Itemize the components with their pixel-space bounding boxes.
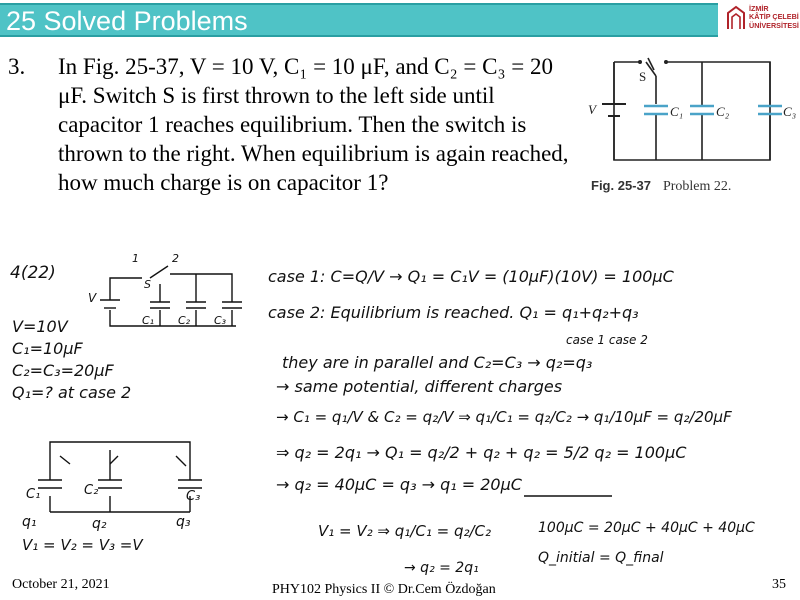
hw-bottom-c3: C₃ xyxy=(186,489,201,504)
figure-caption xyxy=(591,177,731,195)
hw-bottom-c1: C₁ xyxy=(26,487,41,502)
hw-bottom-q3: q₃ xyxy=(176,514,191,530)
hw-switch-s: S xyxy=(144,278,151,291)
hw-final: Q_initial = Q_final xyxy=(538,550,664,566)
hw-bottom-q1: q₁ xyxy=(22,514,37,530)
cap-label-c3: C₃ xyxy=(783,104,796,119)
hw-same-potential: → same potential, different charges xyxy=(276,377,563,396)
switch-label: S xyxy=(639,69,647,84)
cap-label-c1: C₁ xyxy=(670,104,684,119)
hw-given-c1: C₁=10μF xyxy=(12,339,83,358)
hw-switch-pos-1: 1 xyxy=(132,252,139,265)
hw-bottom-voltages: V₁ = V₂ = V₃ =V xyxy=(22,536,143,554)
hw-solve: ⇒ q₂ = 2q₁ → Q₁ = q₂/2 + q₂ + q₂ = 5/2 q₂ = 100μC xyxy=(276,443,687,462)
hw-switch-pos-2: 2 xyxy=(172,252,179,265)
slide-title: 25 Solved Problems xyxy=(6,6,248,36)
hw-given-q1: Q₁=? at case 2 xyxy=(12,383,132,402)
hw-vv: V₁ = V₂ ⇒ q₁/C₁ = q₂/C₂ xyxy=(318,522,492,540)
voltage-label: V xyxy=(588,102,596,117)
hw-given-c2c3: C₂=C₃=20μF xyxy=(12,361,114,380)
hw-bottom-c2: C₂ xyxy=(84,483,99,498)
hw-vv2: → q₂ = 2q₁ xyxy=(404,560,479,576)
hw-sketch-v: V xyxy=(88,291,97,305)
problem-number: 3. xyxy=(8,54,26,79)
handwritten-solution xyxy=(0,244,800,584)
university-emblem-icon xyxy=(725,5,747,31)
university-logo xyxy=(723,0,800,36)
sketch-bottom-circuit xyxy=(38,442,202,512)
circuit-diagram xyxy=(584,48,796,176)
page-number: 35 xyxy=(772,577,786,592)
circuit-figure xyxy=(584,48,796,198)
hw-sketch-c3: C₃ xyxy=(214,314,227,327)
hw-sketch-c2: C₂ xyxy=(178,314,191,327)
footer-date: October 21, 2021 xyxy=(12,577,110,592)
hw-parallel: they are in parallel and C₂=C₃ → q₂=q₃ xyxy=(282,353,593,372)
hw-problem-ref: 4(22) xyxy=(10,263,56,283)
figure-number: Fig. 25-37 xyxy=(591,178,651,193)
university-name: İZMİR KÂTİP ÇELEBİ ÜNİVERSİTESİ xyxy=(749,4,799,30)
hw-result: → q₂ = 40μC = q₃ → q₁ = 20μC xyxy=(276,475,522,494)
hw-case-note: case 1 case 2 xyxy=(566,333,648,347)
cap-label-c2: C₂ xyxy=(716,104,730,119)
title-bar xyxy=(0,3,718,37)
problem-text: In Fig. 25-37, V = 10 V, C₁ = 10 μF, and C₂ = C₃ = 20 μF. Switch S is first thrown to the left side until capacitor 1 reaches equilibrium. Then the switch is thrown to the right. When equilibrium is again reached, how much charge is on capacitor 1? xyxy=(58,54,569,195)
slide-header xyxy=(0,0,800,38)
hw-case2: case 2: Equilibrium is reached. Q₁ = q₁+q₂+q₃ xyxy=(268,303,639,322)
hw-sum: 100μC = 20μC + 40μC + 40μC xyxy=(538,520,755,536)
footer-course: PHY102 Physics II © Dr.Cem Özdoğan xyxy=(272,582,496,597)
hw-sketch-c1: C₁ xyxy=(142,314,155,327)
figure-problem-ref: Problem 22. xyxy=(662,179,732,194)
hw-bottom-q2: q₂ xyxy=(92,516,107,532)
hw-given-v: V=10V xyxy=(12,317,68,336)
hw-case1: case 1: C=Q/V → Q₁ = C₁V = (10μF)(10V) = 100μC xyxy=(268,267,674,286)
hw-ratio: → C₁ = q₁/V & C₂ = q₂/V ⇒ q₁/C₁ = q₂/C₂ → q₁/10μF = q₂/20μF xyxy=(276,408,732,426)
